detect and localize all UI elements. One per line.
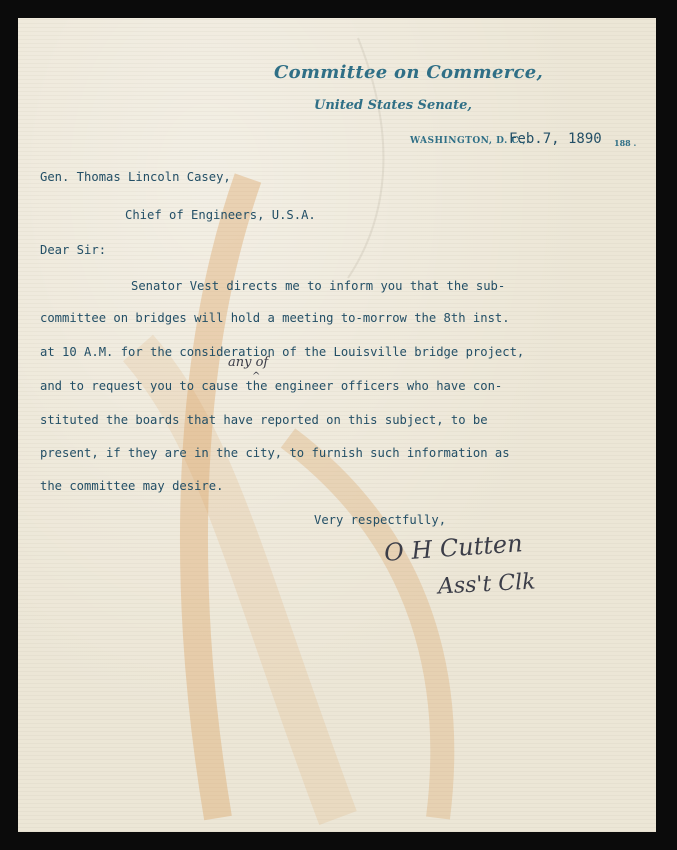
salutation: Dear Sir: [40, 243, 107, 257]
signature-name: O H Cutten [383, 529, 524, 567]
body-line: present, if they are in the city, to furnish such information as [40, 446, 510, 460]
handwritten-insertion: any of [228, 355, 269, 370]
letter-date: Feb.7, 1890 [509, 131, 602, 147]
printed-year: 188 . [614, 138, 637, 148]
signature-title: Ass't Clk [437, 569, 537, 600]
caret-mark: ^ [252, 371, 261, 382]
recipient-name: Gen. Thomas Lincoln Casey, [40, 170, 231, 184]
committee-letterhead: Committee on Commerce, [274, 62, 544, 83]
body-line: the committee may desire. [40, 479, 224, 493]
body-line: Senator Vest directs me to inform you that the sub- [131, 279, 506, 293]
closing: Very respectfully, [314, 513, 447, 527]
recipient-title: Chief of Engineers, U.S.A. [125, 208, 316, 222]
dateline-location: WASHINGTON, D. C., [410, 136, 527, 146]
body-line: stituted the boards that have reported on this subject, to be [40, 413, 488, 427]
body-line: at 10 A.M. for the consideration of the Louisville bridge project, [40, 345, 525, 359]
body-line: and to request you to cause the engineer officers who have con- [40, 379, 503, 393]
letter-paper [18, 18, 656, 832]
senate-letterhead: United States Senate, [314, 98, 472, 113]
body-line: committee on bridges will hold a meeting to-morrow the 8th inst. [40, 311, 510, 325]
